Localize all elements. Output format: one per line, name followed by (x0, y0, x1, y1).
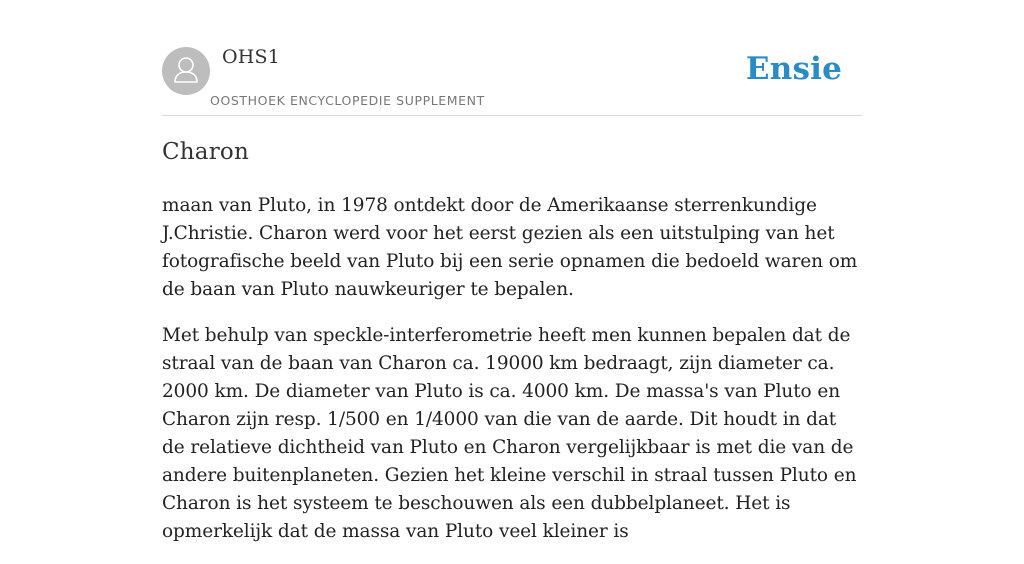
article-paragraph: Met behulp van speckle-interferometrie heeft men kunnen bepalen dat de straal van de baan van Charon ca. 19000 km bedraagt, zijn diameter ca. 2000 km. De diameter van Pluto is ca. 4000 km. De massa's van Pluto en Charon zijn resp. 1/500 en 1/4000 van die van de aarde. Dit houdt in dat de relatieve dichtheid van Pluto en Charon vergelijkbaar is met die van de andere buitenplaneten. Gezien het kleine verschil in straal tussen Pluto en Charon is het systeem te beschouwen als een dubbelplaneet. Het is opmerkelijk dat de massa van Pluto veel kleiner is (162, 325, 857, 542)
page-title: Charon (162, 139, 249, 165)
article-header (162, 0, 862, 116)
article-paragraph: maan van Pluto, in 1978 ontdekt door de Amerikaanse sterrenkundige J.Christie. Charon werd voor het eerst gezien als een uitstulping van het fotografische beeld van Pluto bij een serie opnamen die bedoeld waren om de baan van Pluto nauwkeuriger te bepalen. (162, 195, 858, 300)
user-silhouette-icon (162, 47, 210, 95)
author-name[interactable]: OHS1 (222, 46, 281, 68)
author-avatar[interactable] (162, 47, 210, 95)
brand-logo[interactable]: Ensie (745, 51, 842, 87)
source-link[interactable]: OOSTHOEK ENCYCLOPEDIE SUPPLEMENT (210, 93, 485, 108)
article-page (162, 0, 862, 542)
article-body (162, 192, 862, 564)
